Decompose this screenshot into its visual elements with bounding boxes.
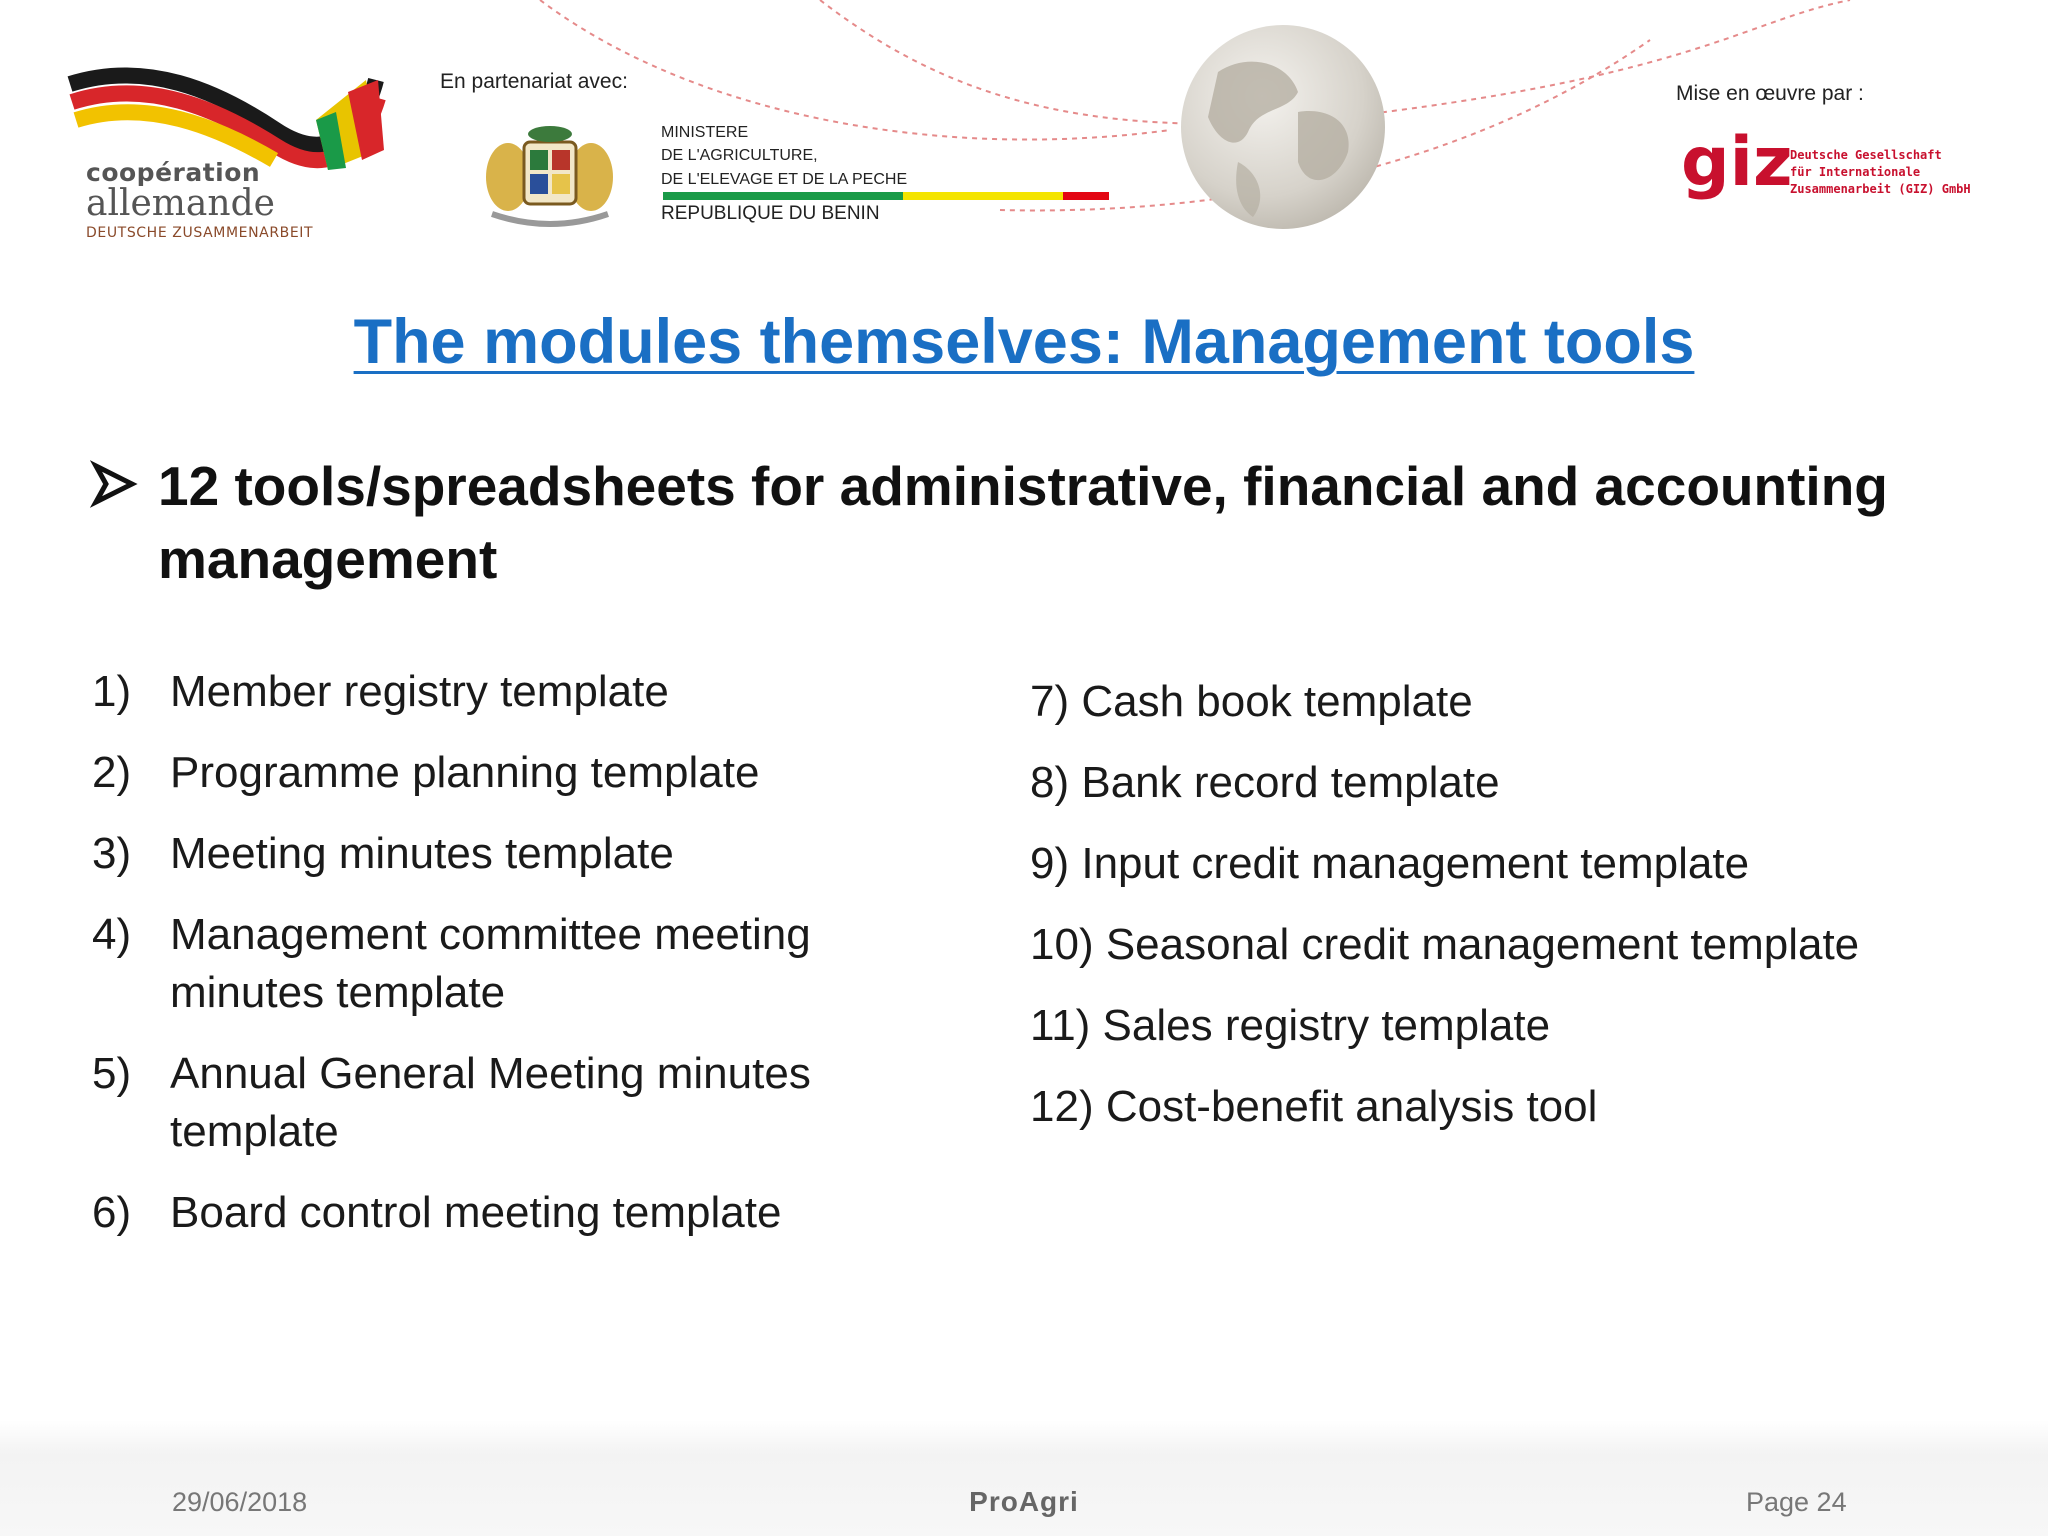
ministry-line3: DE L'ELEVAGE ET DE LA PECHE (661, 171, 908, 188)
list-item-number: 4) (92, 910, 132, 959)
list-item-text: Member registry template (170, 667, 669, 716)
list-item: 9) Input credit management template (1030, 839, 1750, 888)
list-item-text: Management committee meeting minutes template (170, 910, 811, 1017)
giz-subtitle-line3: Zusammenarbeit (GIZ) GmbH (1790, 182, 1971, 196)
page-number: Page 24 (1746, 1487, 1847, 1517)
benin-flag-bar (663, 192, 1109, 200)
partner-label: En partenariat avec: (440, 70, 628, 93)
footer-brand: ProAgri (969, 1486, 1079, 1517)
giz-subtitle-line2: für Internationale (1790, 165, 1921, 179)
tools-list-left (92, 663, 872, 1265)
list-item: 7) Cash book template (1030, 677, 1473, 726)
ministry-line1: MINISTERE (661, 124, 749, 141)
list-item-number: 5) (92, 1049, 132, 1098)
list-item (92, 1045, 872, 1161)
benin-coat-of-arms-icon (482, 122, 617, 232)
list-item-number: 2) (92, 748, 132, 797)
giz-mark: giz (1681, 123, 1793, 202)
list-item (92, 663, 872, 721)
giz-logo (1681, 123, 1793, 210)
list-item (92, 744, 872, 802)
list-item: 10) Seasonal credit management template (1030, 920, 1860, 969)
giz-subtitle-line1: Deutsche Gesellschaft (1790, 148, 1942, 162)
footer-date: 29/06/2018 (172, 1487, 308, 1517)
tools-list-right (1030, 673, 2030, 1159)
slide-title: The modules themselves: Management tools (353, 307, 1695, 377)
cooperation-logo-line1: coopération (86, 158, 261, 187)
list-item (92, 906, 872, 1022)
list-item-number: 3) (92, 829, 132, 878)
list-item (92, 1184, 872, 1242)
main-bullet-text: 12 tools/spreadsheets for administrative, financial and accounting management (158, 455, 1888, 590)
list-item-number: 1) (92, 667, 132, 716)
arrow-bullet-icon (94, 462, 136, 506)
list-item (92, 825, 872, 883)
list-item: 12) Cost-benefit analysis tool (1030, 1082, 1598, 1131)
ministry-country: REPUBLIQUE DU BENIN (661, 203, 880, 224)
list-item: 8) Bank record template (1030, 758, 1500, 807)
cooperation-logo-line3: DEUTSCHE ZUSAMMENARBEIT (86, 225, 314, 241)
ministry-line2: DE L'AGRICULTURE, (661, 147, 818, 164)
implementation-label: Mise en œuvre par : (1676, 82, 1864, 105)
cooperation-logo-line2: allemande (86, 183, 275, 224)
list-item-text: Annual General Meeting minutes template (170, 1049, 811, 1156)
list-item-text: Board control meeting template (170, 1188, 782, 1237)
list-item: 11) Sales registry template (1030, 1001, 1551, 1050)
list-item-text: Meeting minutes template (170, 829, 674, 878)
list-item-text: Programme planning template (170, 748, 760, 797)
footer-band (0, 1420, 2048, 1536)
globe-icon (1178, 22, 1388, 232)
list-item-number: 6) (92, 1188, 132, 1237)
cooperation-allemande-logo (66, 60, 386, 170)
